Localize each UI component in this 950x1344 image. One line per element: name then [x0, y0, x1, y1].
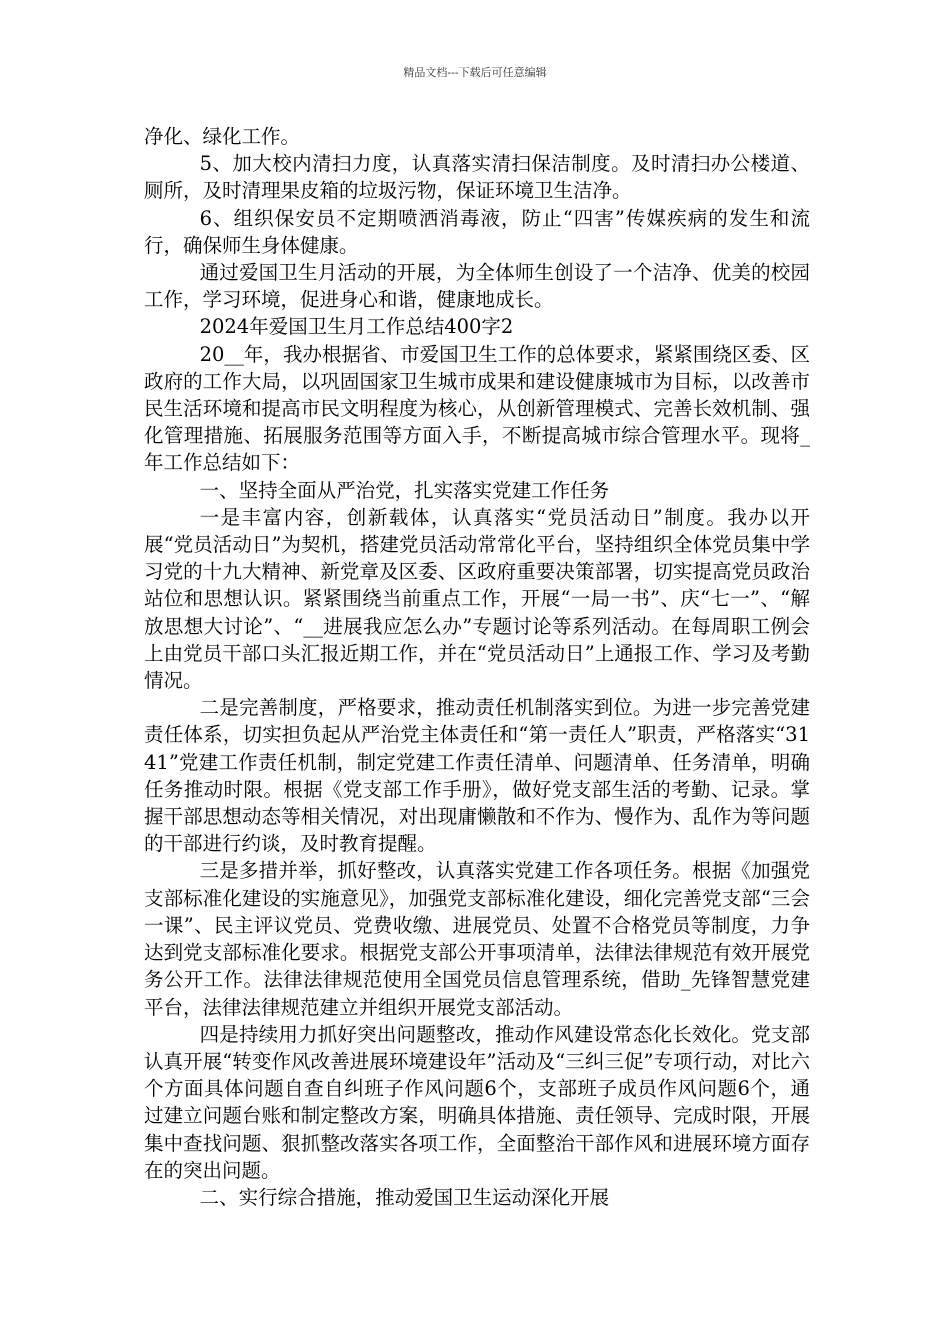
paragraph: 20__年，我办根据省、市爱国卫生工作的总体要求，紧紧围绕区委、区政府的工作大局，以巩固国家卫生城市成果和建设健康城市为目标，以改善市民生活环境和提高市民文明程度为核心，从创新管理模式、完善长效机制、强化管理措施、拓展服务范围等方面入手，不断提高城市综合管理水平。现将_年工作总结如下： — [144, 342, 810, 475]
paragraph: 6、组织保安员不定期喷洒消毒液，防止“四害”传媒疾病的发生和流行，确保师生身体健康。 — [144, 206, 810, 257]
section-heading: 二、实行综合措施，推动爱国卫生运动深化开展 — [199, 1185, 610, 1209]
document-body — [144, 123, 810, 1211]
paragraph: 四是持续用力抓好突出问题整改，推动作风建设常态化长效化。党支部认真开展“转变作风改善进展环境建设年”活动及“三纠三促”专项行动，对比六个方面具体问题自查自纠班子作风问题6个，支部班子成员作风问题6个，通过建立问题台账和制定整改方案，明确具体措施、责任领导、完成时限，开展集中查找问题、狠抓整改落实各项工作，全面整治干部作风和进展环境方面存在的突出问题。 — [144, 1022, 810, 1182]
paragraph: 一是丰富内容，创新载体，认真落实“党员活动日”制度。我办以开展“党员活动日”为契机，搭建党员活动常常化平台，坚持组织全体党员集中学习党的十九大精神、新党章及区委、区政府重要决策部署，切实提高党员政治站位和思想认识。紧紧围绕当前重点工作，开展“一局一书”、庆“七一”、“解放思想大讨论”、“__进展我应怎么办”专题讨论等系列活动。在每周职工例会上由党员干部口头汇报近期工作，并在“党员活动日”上通报工作、学习及考勤情况。 — [144, 505, 810, 693]
paragraph: 净化、绿化工作。 — [144, 125, 301, 148]
page-header: 精品文档---下载后可任意编辑 — [403, 66, 547, 79]
paragraph: 通过爱国卫生月活动的开展，为全体师生创设了一个洁净、优美的校园工作，学习环境，促进身心和谐，健康地成长。 — [144, 261, 810, 312]
section-heading: 一、坚持全面从严治党，扎实落实党建工作任务 — [199, 478, 610, 502]
paragraph: 5、加大校内清扫力度，认真落实清扫保洁制度。及时清扫办公楼道、厕所，及时清理果皮箱的垃圾污物，保证环境卫生洁净。 — [144, 152, 810, 203]
paragraph: 二是完善制度，严格要求，推动责任机制落实到位。为进一步完善党建责任体系，切实担负起从严治党主体责任和“第一责任人”职责，严格落实“3141”党建工作责任机制，制定党建工作责任清单、问题清单、任务清单，明确任务推动时限。根据《党支部工作手册》，做好党支部生活的考勤、记录。掌握干部思想动态等相关情况，对出现庸懒散和不作为、慢作为、乱作为等问题的干部进行约谈，及时教育提醒。 — [144, 696, 810, 856]
paragraph: 三是多措并举，抓好整改，认真落实党建工作各项任务。根据《加强党支部标准化建设的实施意见》，加强党支部标准化建设，细化完善党支部“三会一课”、民主评议党员、党费收缴、进展党员、处置不合格党员等制度，力争达到党支部标准化要求。根据党支部公开事项清单，法律法律规范有效开展党务公开工作。法律法律规范使用全国党员信息管理系统，借助_先锋智慧党建平台，法律法律规范建立并组织开展党支部活动。 — [144, 859, 810, 1019]
section-title: 2024年爱国卫生月工作总结400字2 — [199, 315, 514, 339]
